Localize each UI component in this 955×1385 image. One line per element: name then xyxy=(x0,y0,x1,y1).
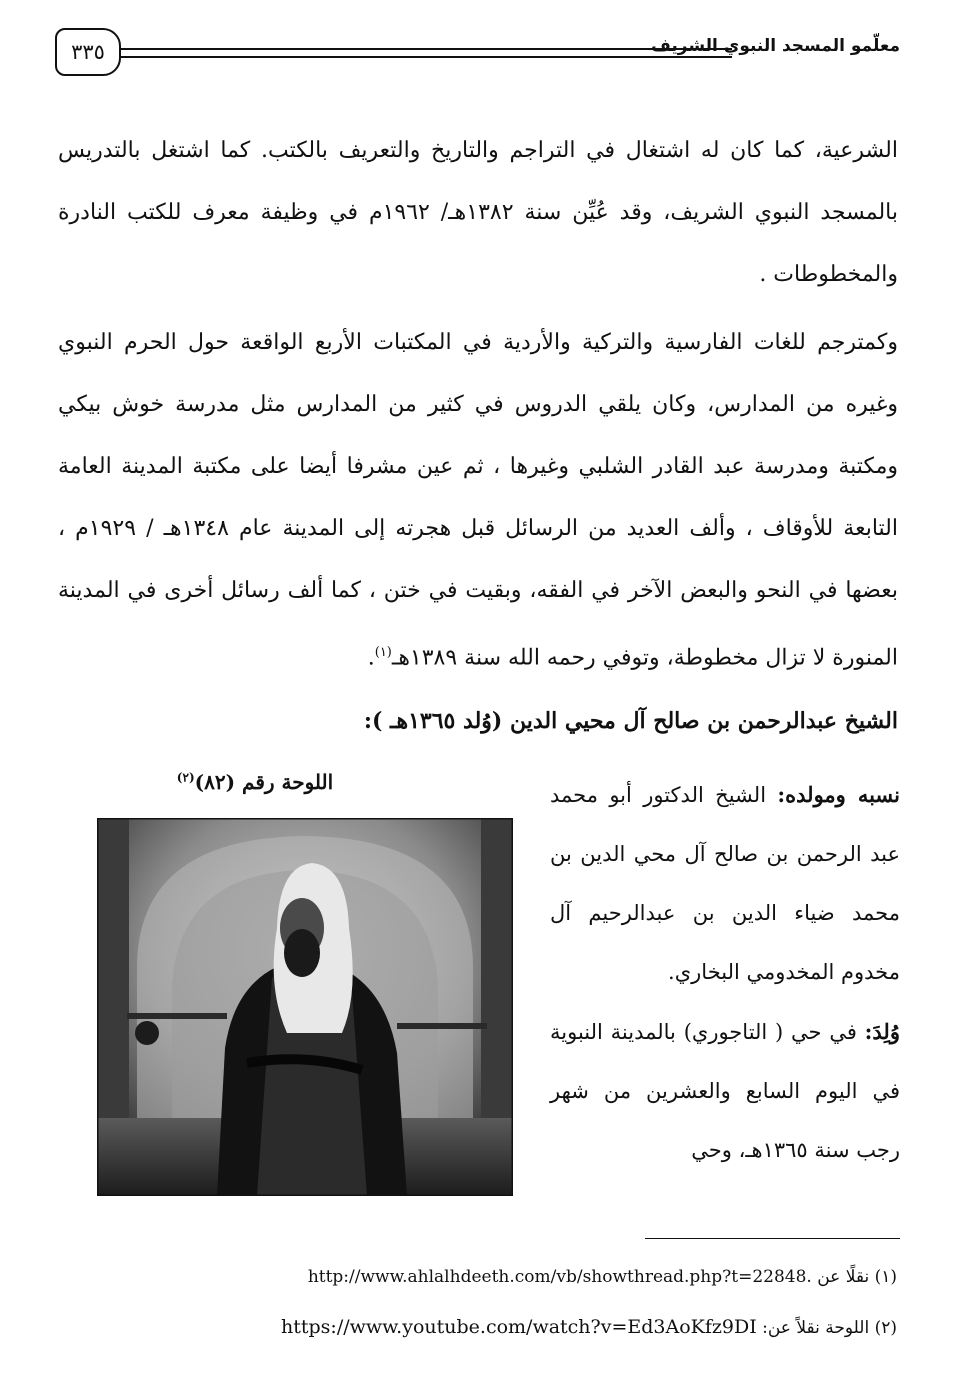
header-double-rule xyxy=(121,48,732,58)
footnote-ref-2: (٢) xyxy=(176,770,195,785)
biography-column xyxy=(550,765,900,1180)
footnote-2-link[interactable]: https://www.youtube.com/watch?v=Ed3AoKfz9DI xyxy=(281,1316,757,1338)
figure-caption xyxy=(95,770,415,794)
footnote-2-label: (٢) اللوحة نقلاً عن: xyxy=(762,1318,897,1338)
born-label: وُلِدَ: xyxy=(864,1019,900,1044)
running-title: معلّمو المسجد النبوي الشريف xyxy=(651,36,900,56)
footnote-2 xyxy=(57,1312,897,1343)
footnote-1 xyxy=(57,1262,897,1292)
footnote-separator xyxy=(645,1238,900,1239)
footnote-1-link[interactable]: http://www.ahlalhdeeth.com/vb/showthread.php?t=22848. xyxy=(307,1267,812,1287)
paragraph-1: الشرعية، كما كان له اشتغال في التراجم والتاريخ والتعريف بالكتب. كما اشتغل بالتدريس بالمسجد النبوي الشريف، وقد عُيِّن سنة ١٣٨٢هـ/ ١٩٦٢م في وظيفة معرف للكتب النادرة والمخطوطات . xyxy=(58,138,899,287)
portrait-photo xyxy=(97,818,513,1196)
paragraph-2 xyxy=(58,312,898,689)
born-text: في حي ( التاجوري) بالمدينة النبوية في اليوم السابع والعشرين من شهر رجب سنة ١٣٦٥هـ، وحي xyxy=(550,1020,900,1162)
footnote-ref-1: (١) xyxy=(374,645,392,660)
paragraph-2-end: . xyxy=(367,645,375,671)
figure-caption-text: اللوحة رقم (٨٢) xyxy=(194,770,334,794)
footnote-1-label: (١) نقلًا عن xyxy=(817,1267,897,1287)
page-header xyxy=(55,20,900,80)
lineage-label: نسبه ومولده: xyxy=(777,782,900,807)
section-heading: الشيخ عبدالرحمن بن صالح آل محيي الدين (وُلد ١٣٦٥هـ ): xyxy=(363,708,898,734)
paragraph-2-text: وكمترجم للغات الفارسية والتركية والأردية في المكتبات الأربع الواقعة حول الحرم النبوي وغيره من المدارس، وكان يلقي الدروس في كثير من المدارس مثل مدرسة خوش بيكي ومكتبة ومدرسة عبد القادر الشلبي وغيرها ، ثم عين مشرفا أيضا على مكتبة المدينة العامة التابعة للأوقاف ، وألف العديد من الرسائل قبل هجرته إلى المدينة عام ١٣٤٨هـ / ١٩٢٩م ، بعضها في النحو والبعض الآخر في الفقه، وبقيت في ختن ، كما ألف رسائل أخرى في المدينة المنورة لا تزال مخطوطة، وتوفي رحمه الله سنة ١٣٨٩هـ xyxy=(58,330,898,671)
lineage-text: الشيخ الدكتور أبو محمد عبد الرحمن بن صالح آل محي الدين بن محمد ضياء الدين بن عبدالرحيم آل مخدوم المخدومي البخاري. xyxy=(550,783,900,984)
page-number: ٣٣٥ xyxy=(55,28,121,76)
